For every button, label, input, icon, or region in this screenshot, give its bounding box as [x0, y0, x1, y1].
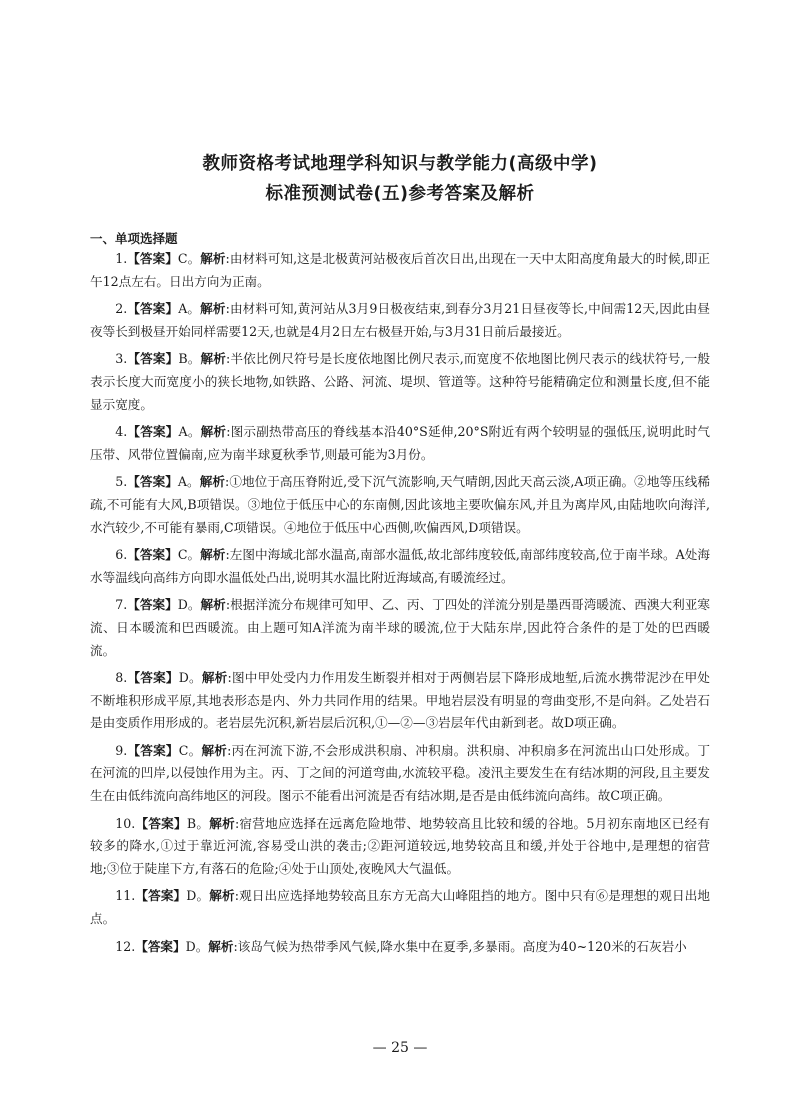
analysis-text: :图示副热带高压的脊线基本沿40°S延伸,20°S附近有两个较明显的强低压,说明此时气压带、风带位置偏南,应为南半球夏秋季节,则最可能为3月份。 — [90, 424, 711, 462]
analysis-label: 解析 — [208, 938, 234, 954]
analysis-label: 解析 — [201, 742, 228, 758]
answer-choice: D。 — [178, 670, 202, 686]
analysis-label: 解析 — [200, 547, 226, 563]
answer-item — [90, 740, 710, 808]
page-number: — 25 — — [372, 1040, 428, 1056]
item-number: 7. — [115, 597, 128, 613]
answer-list — [90, 248, 710, 963]
analysis-text: :宿营地应选择在远离危险地带、地势较高且比较和缓的谷地。5月初东南地区已经有较多的降水,①过于靠近河流,容易受山洪的袭击;②距河道较远,地势较高且和缓,并处于谷地中,是理想的宿营地;③位于陡崖下方,有落石的危险;④处于山顶处,夜晚风大气温低。 — [90, 815, 710, 876]
answer-label: 【答案】 — [127, 351, 179, 367]
answer-label: 【答案】 — [127, 742, 179, 758]
analysis-text: :根据洋流分布规律可知甲、乙、丙、丁四处的洋流分别是墨西哥湾暖流、西澳大利亚寒流、日本暖流和巴西暖流。由上题可知A洋流为南半球的暖流,位于大陆东岸,因此符合条件的是丁处的巴西暖流。 — [90, 597, 710, 658]
answer-choice: A。 — [178, 424, 201, 440]
answer-choice: D。 — [177, 597, 201, 613]
answer-label: 【答案】 — [135, 815, 187, 831]
analysis-text: :由材料可知,这是北极黄河站极夜后首次日出,出现在一天中太阳高度角最大的时候,即正午12点左右。日出方向为正南。 — [90, 251, 710, 289]
answer-item — [90, 348, 710, 416]
answer-choice: D。 — [186, 888, 210, 904]
analysis-label: 解析 — [200, 251, 226, 266]
analysis-text: :图中甲处受内力作用发生断裂并相对于两侧岩层下降形成地堑,后流水携带泥沙在甲处不断堆积形成平原,其地表形态是内、外力共同作用的结果。甲地岩层没有明显的弯曲变形,不是向斜。乙处岩石是由变质作用形成的。老岩层先沉积,新岩层后沉积,①—②—③岩层年代由新到老。故D项正确。 — [90, 670, 711, 731]
analysis-label: 解析 — [209, 815, 235, 831]
answer-item — [90, 594, 710, 662]
answer-item — [90, 421, 710, 466]
analysis-label: 解析 — [199, 474, 226, 490]
analysis-label: 解析 — [200, 424, 227, 440]
answer-label: 【答案】 — [135, 888, 187, 904]
analysis-text: :该岛气候为热带季风气候,降水集中在夏季,多暴雨。高度为40~120米的石灰岩小 — [233, 938, 687, 954]
answer-label: 【答案】 — [127, 251, 178, 266]
answer-item — [90, 813, 710, 881]
analysis-label: 解析 — [200, 301, 226, 317]
item-number: 3. — [115, 351, 128, 367]
item-number: 12. — [115, 938, 136, 954]
answer-choice: B。 — [186, 815, 210, 831]
item-number: 6. — [115, 547, 128, 563]
answer-item — [90, 248, 710, 293]
answer-choice: B。 — [178, 351, 201, 367]
analysis-text: :左图中海域北部水温高,南部水温低,故北部纬度较低,南部纬度较高,位于南半球。A处海水等温线向高纬方向即水温低处凸出,说明其水温比附近海域高,有暖流经过。 — [90, 547, 711, 585]
answer-label: 【答案】 — [127, 474, 178, 490]
analysis-label: 解析 — [200, 597, 226, 613]
item-number: 10. — [115, 815, 136, 831]
answer-item — [90, 471, 710, 539]
answer-item — [90, 298, 710, 343]
analysis-text: :丙在河流下游,不会形成洪积扇、冲积扇。洪积扇、冲积扇多在河流出山口处形成。丁在河流的凹岸,以侵蚀作用为主。丙、丁之间的河道弯曲,水流较平稳。凌汛主要发生在有结冰期的河段,且主要发生在由低纬流向高纬地区的河段。图示不能看出河流是否有结冰期,是否是由低纬流向高纬。故C项正确。 — [90, 742, 711, 804]
item-number: 5. — [115, 474, 128, 490]
answer-label: 【答案】 — [127, 424, 179, 440]
answer-label: 【答案】 — [135, 938, 186, 954]
answer-choice: D。 — [185, 938, 209, 954]
answer-choice: C。 — [177, 251, 201, 266]
item-number: 2. — [115, 301, 128, 317]
item-number: 1. — [115, 251, 128, 266]
document-subtitle: 标准预测试卷(五)参考答案及解析 — [265, 184, 535, 204]
answer-choice: C。 — [177, 547, 201, 563]
item-number: 8. — [115, 670, 128, 686]
answer-item — [90, 936, 710, 959]
analysis-label: 解析 — [201, 670, 228, 686]
analysis-label: 解析 — [200, 351, 226, 367]
section-heading: 一、单项选择题 — [90, 231, 178, 246]
answer-label: 【答案】 — [127, 547, 178, 563]
item-number: 9. — [115, 742, 128, 758]
analysis-text: :由材料可知,黄河站从3月9日极夜结束,到春分3月21日昼夜等长,中间需12天,因此由昼夜等长到极昼开始同样需要12天,也就是4月2日左右极昼开始,与3月31日前后最接近。 — [90, 301, 710, 339]
item-number: 4. — [115, 424, 128, 440]
answer-item — [90, 544, 710, 589]
item-number: 11. — [115, 888, 136, 904]
answer-item — [90, 667, 710, 735]
analysis-text: :①地位于高压脊附近,受下沉气流影响,天气晴朗,因此天高云淡,A项正确。②地等压线稀疏,不可能有大风,B项错误。③地位于低压中心的东南侧,因此该地主要吹偏东风,并且为离岸风,由陆地吹向海洋,水汽较少,不可能有暴雨,C项错误。④地位于低压中心西侧,吹偏西风,D项错误。 — [90, 474, 711, 535]
analysis-text: :半依比例尺符号是长度依地图比例尺表示,而宽度不依地图比例尺表示的线状符号,一般表示长度大而宽度小的狭长地物,如铁路、公路、河流、堤坝、管道等。这种符号能精确定位和测量长度,但不能显示宽度。 — [90, 351, 711, 412]
analysis-label: 解析 — [209, 888, 235, 904]
answer-label: 【答案】 — [127, 597, 178, 613]
answer-choice: C。 — [178, 742, 202, 758]
analysis-text: :观日出应选择地势较高且东方无高大山峰阻挡的地方。图中只有⑥是理想的观日出地点。 — [90, 888, 710, 927]
answer-label: 【答案】 — [127, 301, 179, 317]
answer-item — [90, 885, 710, 930]
answer-choice: A。 — [178, 301, 201, 317]
document-title: 教师资格考试地理学科知识与教学能力(高级中学) — [202, 154, 598, 174]
answer-label: 【答案】 — [127, 670, 179, 686]
answer-choice: A。 — [177, 474, 200, 490]
